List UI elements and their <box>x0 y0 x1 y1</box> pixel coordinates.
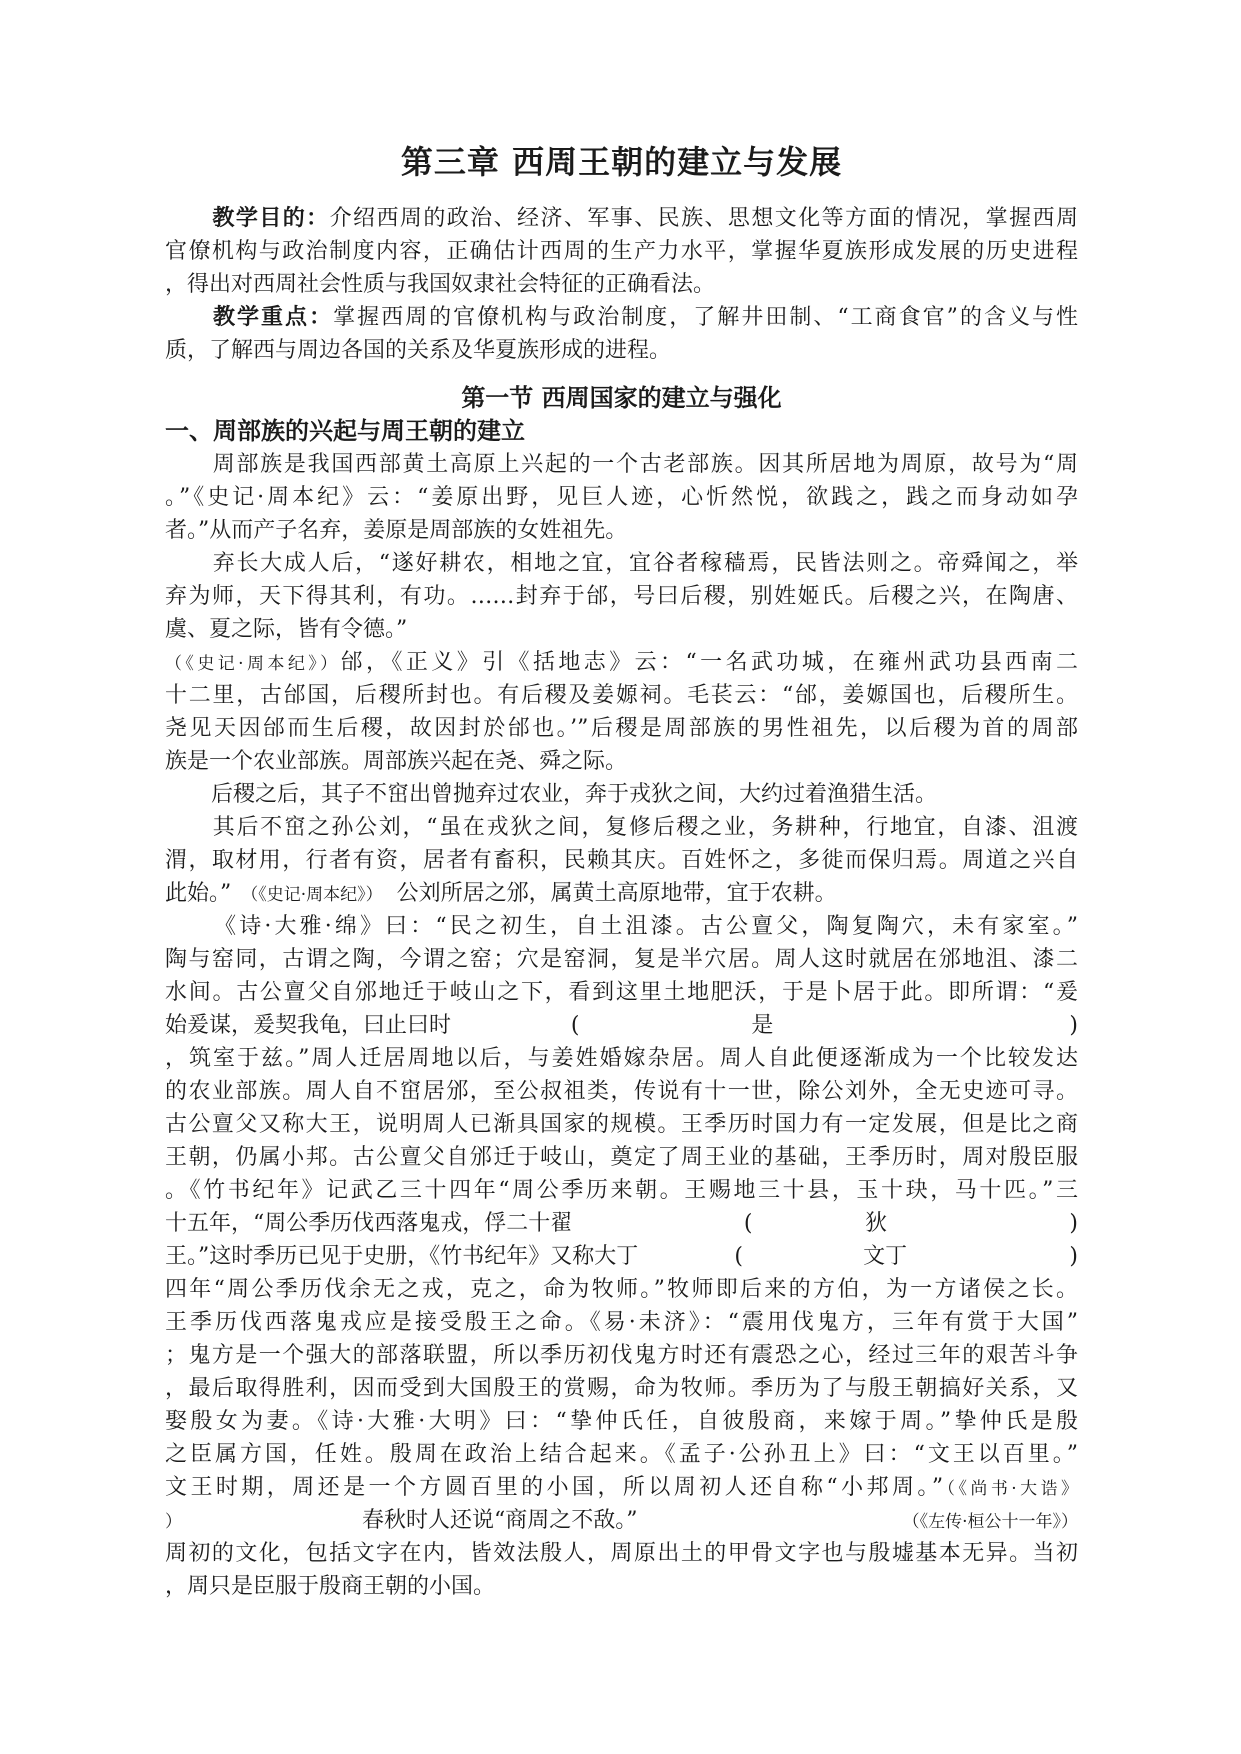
spacer <box>182 1526 362 1527</box>
text-segment: ) <box>1069 1211 1078 1236</box>
text-segment: 尧见天因邰而生后稷，故因封於邰也。’”后稷是周部族的男性祖先，以后稷为首的周部 <box>165 716 1078 741</box>
section-heading: 第一节 西周国家的建立与强化 <box>461 384 782 412</box>
text-line <box>165 613 1078 646</box>
text-line <box>165 1504 1078 1537</box>
run-in-label: 教学重点： <box>211 305 334 330</box>
text-line <box>165 1339 1078 1372</box>
paragraph-guzugong-to-early-zhou <box>165 910 1078 1603</box>
text-segment: 《诗·大雅·绵》曰：“民之初生，自土沮漆。古公亶父，陶复陶穴，未有家室。” <box>211 914 1078 939</box>
text-segment: 十二里，古邰国，后稷所封也。有后稷及姜嫄祠。毛苌云：“邰，姜嫄国也，后稷所生。 <box>165 683 1078 708</box>
text-segment: ，筑室于兹。”周人迁居周地以后，与姜姓婚嫁杂居。周人自此便逐渐成为一个比较发达 <box>165 1046 1078 1071</box>
text-line <box>165 514 1078 547</box>
paragraph-tai-land-note <box>165 646 1078 778</box>
text-line <box>165 679 1078 712</box>
text-line <box>165 646 1078 679</box>
text-segment: 文王时期，周还是一个方圆百里的小国，所以周初人还自称“小邦周。” <box>165 1475 944 1500</box>
text-line <box>165 844 1078 877</box>
text-line <box>165 1372 1078 1405</box>
text-line <box>165 1438 1078 1471</box>
text-segment: 弃长大成人后，“遂好耕农，相地之宜，宜谷者稼穑焉，民皆法则之。帝舜闻之，举 <box>211 551 1078 576</box>
text-line <box>165 580 1078 613</box>
text-segment: 四年“周公季历伐余无之戎，克之，命为牧师。”牧师即后来的方伯，为一方诸侯之长。 <box>165 1277 1078 1302</box>
text-segment: 。《竹书纪年》记武乙三十四年“周公季历来朝。王赐地三十县，玉十玦，马十匹。”三 <box>165 1178 1078 1203</box>
spacer <box>165 800 211 801</box>
text-line <box>165 448 1078 481</box>
text-segment: 周初的文化，包括文字在内，皆效法殷人，周原出土的甲骨文字也与殷墟基本无异。当初 <box>165 1541 1078 1566</box>
text-segment: 始爰谋，爰契我龟，曰止曰时 <box>165 1013 452 1038</box>
page-title: 第三章 西周王朝的建立与发展 <box>400 143 843 181</box>
text-line <box>165 778 1078 811</box>
text-segment: 是 <box>751 1013 774 1038</box>
text-segment: 狄 <box>865 1211 888 1236</box>
text-segment: ；鬼方是一个强大的部落联盟，所以季历初伐鬼方时还有震恐之心，经过三年的艰苦斗争 <box>165 1343 1078 1368</box>
text-segment: 王季历伐西落鬼戎应是接受殷王之命。《易·未济》：“震用伐鬼方，三年有赏于大国” <box>165 1310 1078 1335</box>
citation-text: （《史记·周本纪》） <box>165 654 341 674</box>
text-segment: 质，了解西与周边各国的关系及华夏族形成的进程。 <box>165 338 672 363</box>
citation-text: （《尚书·大诰》 <box>943 1479 1078 1499</box>
text-segment: 的农业部族。周人自不窋居邠，至公叔祖类，传说有十一世，除公刘外，全无史迹可寻。 <box>165 1079 1078 1104</box>
text-line <box>165 1009 1078 1042</box>
text-segment: 邰，《正义》引《括地志》云：“一名武功城，在雍州武功县西南二 <box>340 650 1078 675</box>
text-line <box>165 235 1078 268</box>
text-segment: 官僚机构与政治制度内容，正确估计西周的生产力水平，掌握华夏族形成发展的历史进程 <box>165 239 1078 264</box>
text-segment: 王。”这时季历已见于史册，《竹书纪年》又称大丁 <box>165 1244 639 1269</box>
text-line <box>165 1141 1078 1174</box>
text-segment: 古公亶父又称大王，说明周人已渐具国家的规模。王季历时国力有一定发展，但是比之商 <box>165 1112 1078 1137</box>
text-line <box>165 712 1078 745</box>
spacer <box>383 899 397 900</box>
spacer <box>165 833 211 834</box>
text-segment: ( <box>743 1211 753 1236</box>
paragraph-qi-houji-legend <box>165 547 1078 646</box>
text-line <box>165 811 1078 844</box>
text-line <box>165 334 1078 367</box>
spacer <box>165 569 211 570</box>
text-segment: 之臣属方国，任姓。殷周在政治上结合起来。《孟子·公孙丑上》曰：“文王以百里。” <box>165 1442 1078 1467</box>
text-segment: ( <box>570 1013 580 1038</box>
text-line <box>165 1471 1078 1504</box>
text-segment: 公刘所居之邠，属黄土高原地带，宜于农耕。 <box>396 881 837 906</box>
spacer <box>165 224 211 225</box>
paragraph-teaching-objectives <box>165 202 1078 301</box>
text-line <box>165 481 1078 514</box>
text-segment: 十五年，“周公季历伐西落鬼戎，俘二十翟 <box>165 1211 573 1236</box>
text-line <box>165 1075 1078 1108</box>
text-line <box>165 202 1078 235</box>
text-line <box>165 268 1078 301</box>
paragraph-gongliu-revival <box>165 811 1078 910</box>
text-line <box>165 910 1078 943</box>
text-line <box>165 943 1078 976</box>
text-segment: 此始。” <box>165 881 232 906</box>
text-segment: 后稷之后，其子不窋出曾抛弃过农业，奔于戎狄之间，大约过着渔猎生活。 <box>211 782 938 807</box>
spacer <box>165 470 211 471</box>
text-line <box>165 877 1078 910</box>
spacer <box>165 323 211 324</box>
text-segment: 春秋时人还说“商周之不敌。” <box>362 1508 638 1533</box>
text-line <box>165 1306 1078 1339</box>
text-segment: 娶殷女为妻。《诗·大雅·大明》曰：“挚仲氏任，自彼殷商，来嫁于周。”挚仲氏是殷 <box>165 1409 1078 1434</box>
text-segment: 族是一个农业部族。周部族兴起在尧、舜之际。 <box>165 749 628 774</box>
text-segment: ) <box>1069 1013 1078 1038</box>
text-segment: 。”《史记·周本纪》云：“姜原出野，见巨人迹，心忻然悦，欲践之，践之而身动如孕 <box>165 485 1078 510</box>
text-segment: 陶与窑同，古谓之陶，今谓之窑；穴是窑洞，复是半穴居。周人这时就居在邠地沮、漆二 <box>165 947 1078 972</box>
text-segment: 王朝，仍属小邦。古公亶父自邠迁于岐山，奠定了周王业的基础，王季历时，周对殷臣服 <box>165 1145 1078 1170</box>
text-line <box>165 745 1078 778</box>
paragraph-teaching-keypoints <box>165 301 1078 367</box>
text-line <box>165 547 1078 580</box>
text-segment: 掌握西周的官僚机构与政治制度，了解井田制、“工商食官”的含义与性 <box>333 305 1078 330</box>
text-line <box>165 1174 1078 1207</box>
spacer <box>231 899 241 900</box>
citation-text: （《左传·桓公十一年》） <box>902 1512 1078 1532</box>
subsection-heading: 一、周部族的兴起与周王朝的建立 <box>165 417 525 445</box>
text-line <box>165 1042 1078 1075</box>
text-segment: 虞、夏之际，皆有令德。” <box>165 617 408 642</box>
text-line <box>165 1207 1078 1240</box>
text-line <box>165 1570 1078 1603</box>
text-segment: 水间。古公亶父自邠地迁于岐山之下，看到这里土地肥沃，于是卜居于此。即所谓：“爰 <box>165 980 1078 1005</box>
citation-text: ） <box>165 1512 182 1532</box>
text-segment: 介绍西周的政治、经济、军事、民族、思想文化等方面的情况，掌握西周 <box>329 206 1078 231</box>
text-line <box>165 1537 1078 1570</box>
text-segment: ，最后取得胜利，因而受到大国殷王的赏赐，命为牧师。季历为了与殷王朝搞好关系，又 <box>165 1376 1078 1401</box>
paragraph-zhou-tribe-origin <box>165 448 1078 547</box>
text-segment: 渭，取材用，行者有资，居者有畜积，民赖其庆。百姓怀之，多徙而保归焉。周道之兴自 <box>165 848 1078 873</box>
text-segment: 文丁 <box>863 1244 908 1269</box>
text-line <box>165 976 1078 1009</box>
text-segment: ( <box>734 1244 743 1269</box>
text-line <box>165 1405 1078 1438</box>
text-segment: 弃为师，天下得其利，有功。……封弃于邰，号曰后稷，别姓姬氏。后稷之兴，在陶唐、 <box>165 584 1078 609</box>
citation-text: （《史记·周本纪》） <box>241 885 383 905</box>
text-line <box>165 1108 1078 1141</box>
text-line <box>165 301 1078 334</box>
paragraph-buku-period <box>165 778 1078 811</box>
spacer <box>165 932 211 933</box>
run-in-label: 教学目的： <box>211 206 330 231</box>
text-line <box>165 1273 1078 1306</box>
text-segment: ) <box>1069 1244 1078 1269</box>
text-segment: 其后不窋之孙公刘，“虽在戎狄之间，复修后稷之业，务耕种，行地宜，自漆、沮渡 <box>211 815 1078 840</box>
text-segment: 者。”从而产子名弃，姜原是周部族的女姓祖先。 <box>165 518 628 543</box>
text-segment: ，得出对西周社会性质与我国奴隶社会特征的正确看法。 <box>165 272 716 297</box>
text-segment: 周部族是我国西部黄土高原上兴起的一个古老部族。因其所居地为周原，故号为“周 <box>211 452 1078 477</box>
text-line <box>165 1240 1078 1273</box>
text-segment: ，周只是臣服于殷商王朝的小国。 <box>165 1574 496 1599</box>
